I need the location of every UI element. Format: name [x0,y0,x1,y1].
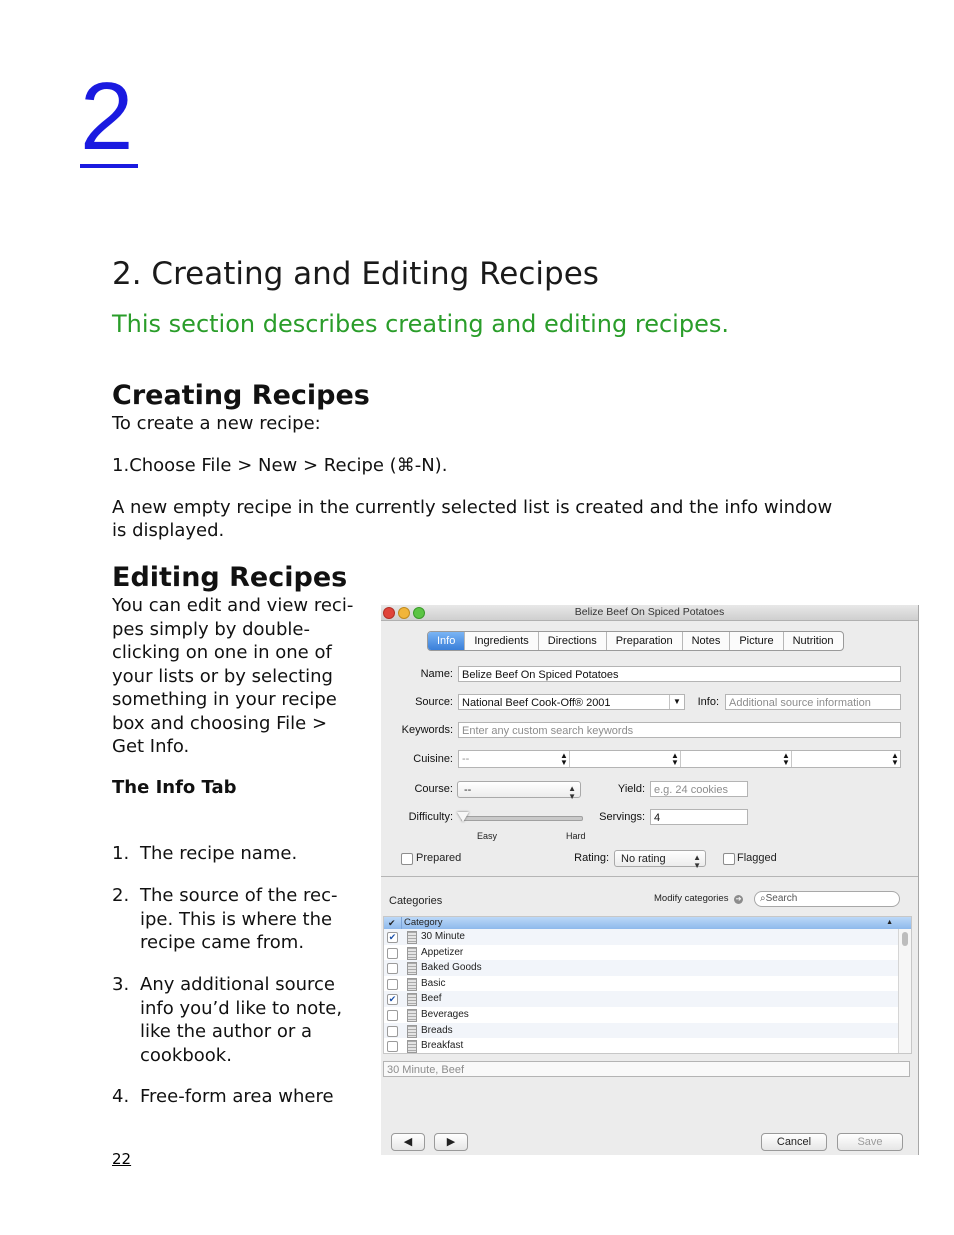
category-checkbox[interactable]: ✔ [388,994,397,1005]
creating-step-1 [112,454,447,478]
category-icon [407,993,417,1006]
forward-arrow-icon: ▶ [446,1136,456,1148]
para-line: clicking on one in one of [112,642,332,663]
list-item[interactable] [384,1023,911,1039]
modify-categories-button[interactable] [654,893,743,904]
prepared-label: Prepared [416,852,462,864]
category-name: Breads [421,1024,453,1036]
info-label: Info: [697,696,719,708]
category-checkbox[interactable] [387,948,398,959]
item-3-text [140,973,342,1067]
item-2-text [140,884,338,955]
stepper-arrows-icon: ▲ ▼ [568,784,576,801]
tab-notes[interactable]: Notes [682,632,730,650]
course-label: Course: [414,783,453,795]
stepper-arrows-icon: ▲ ▼ [693,853,701,870]
item-1-number: 1. [112,843,130,864]
category-checkbox[interactable] [387,1026,398,1037]
tab-bar [427,631,844,651]
chapter-number: 2 [80,62,138,168]
keywords-label: Keywords: [401,724,453,736]
modify-categories-label: Modify categories [654,893,729,904]
editing-heading: Editing Recipes [112,562,348,593]
source-label: Source: [415,696,453,708]
flagged-checkbox[interactable] [723,853,735,865]
list-item[interactable] [384,991,911,1007]
step-text: Choose File > New > Recipe (⌘-N). [129,455,448,476]
tab-info[interactable]: Info [428,632,464,650]
keywords-field[interactable]: Enter any custom search keywords [458,722,901,738]
item-line: The recipe name. [140,843,298,864]
category-rows [384,929,911,1054]
creating-result-line-1: A new empty recipe in the currently selected list is created and the info window [112,497,833,518]
category-column-header[interactable] [384,917,911,929]
difficulty-easy-label: Easy [477,831,498,841]
category-icon [407,1009,417,1022]
difficulty-slider-thumb[interactable] [457,812,469,822]
category-icon [407,931,417,944]
step-number: 1. [112,455,130,476]
rating-select[interactable] [614,850,706,870]
category-icon [407,947,417,960]
tab-picture[interactable]: Picture [729,632,782,650]
item-1-text [140,842,297,866]
stepper-arrows-icon[interactable]: ▲ ▼ [782,751,790,767]
list-item[interactable] [384,960,911,976]
category-header-label: Category [404,917,443,928]
servings-field[interactable]: 4 [650,809,748,825]
item-line: The source of the rec- [140,885,338,906]
category-icon [407,1025,417,1038]
save-button[interactable]: Save [837,1133,903,1151]
category-icon [407,1040,417,1053]
item-4-text [140,1085,334,1109]
source-value: National Beef Cook-Off® 2001 [462,697,611,709]
yield-field[interactable]: e.g. 24 cookies [650,781,748,797]
item-line: Any additional source [140,974,335,995]
list-item[interactable] [384,945,911,961]
info-tab-heading: The Info Tab [112,777,237,798]
list-item[interactable] [384,1038,911,1054]
item-3-number: 3. [112,974,130,995]
cuisine-value: -- [462,753,470,765]
category-name: 30 Minute [421,931,465,942]
creating-intro: To create a new recipe: [112,413,321,434]
category-checkbox[interactable] [387,979,398,990]
divider [569,751,570,767]
chapter-subtitle: This section describes creating and editing recipes. [112,310,729,338]
check-column-header: ✔ [388,918,396,928]
tab-preparation[interactable]: Preparation [606,632,682,650]
category-checkbox[interactable] [387,1041,398,1052]
previous-recipe-button[interactable] [391,1133,425,1151]
yield-label: Yield: [617,783,645,795]
search-placeholder: Search [765,893,798,904]
category-checkbox[interactable] [387,1010,398,1021]
para-line: Get Info. [112,736,190,757]
item-line: ipe. This is where the [140,908,333,930]
back-arrow-icon: ◀ [403,1136,413,1148]
course-select[interactable] [457,781,581,801]
recipe-info-window [381,605,919,1155]
item-4-number: 4. [112,1086,130,1107]
cuisine-label: Cuisine: [413,753,453,765]
tab-ingredients[interactable]: Ingredients [464,632,537,650]
category-name: Beef [421,993,442,1005]
window-title: Belize Beef On Spiced Potatoes [574,606,725,618]
stepper-arrows-icon[interactable]: ▲ ▼ [891,751,899,767]
category-search-input[interactable] [754,891,900,907]
category-name: Basic [421,977,446,989]
editing-paragraph [112,594,372,759]
search-icon: ⌕ [760,893,766,904]
category-icon [407,962,417,975]
rating-label: Rating: [574,852,609,864]
category-name: Baked Goods [421,962,482,974]
next-recipe-button[interactable] [434,1133,468,1151]
scrollbar-thumb[interactable] [902,932,908,946]
section-divider [381,876,918,877]
stepper-arrows-icon[interactable]: ▲ ▼ [560,751,568,767]
para-line: pes simply by double- [112,618,310,640]
divider [401,917,402,929]
name-label: Name: [420,668,453,680]
para-line: You can edit and view reci- [112,595,354,616]
dropdown-arrow-icon[interactable]: ▼ [669,695,684,709]
servings-label: Servings: [599,811,645,823]
difficulty-label: Difficulty: [408,811,453,823]
creating-heading: Creating Recipes [112,380,370,411]
tab-nutrition[interactable]: Nutrition [783,632,843,650]
category-name: Breakfast [421,1040,464,1052]
difficulty-slider-track[interactable] [461,816,583,821]
selected-categories-summary: 30 Minute, Beef [383,1061,910,1077]
flagged-label: Flagged [737,852,777,864]
item-line: info you’d like to note, [140,997,343,1019]
item-line: like the author or a [140,1021,313,1042]
item-line: recipe came from. [140,932,305,953]
category-icon [407,978,417,991]
course-value: -- [464,784,472,796]
arrow-right-icon: ➔ [735,896,742,903]
rating-value: No rating [621,853,666,865]
cuisine-selectors [458,750,901,768]
category-name: Beverages [421,1008,469,1020]
category-list[interactable] [383,916,912,1054]
list-item[interactable] [384,1007,911,1023]
window-titlebar[interactable] [381,605,918,621]
chapter-title: 2. Creating and Editing Recipes [112,256,599,292]
info-field[interactable]: Additional source information [725,694,901,710]
divider [680,751,681,767]
sort-ascending-icon: ▲ [886,919,893,926]
creating-result-line-2: is displayed. [112,520,225,541]
category-name: Appetizer [421,946,464,958]
para-line: something in your recipe [112,689,337,710]
para-line: box and choosing File > [112,712,328,734]
stepper-arrows-icon[interactable]: ▲ ▼ [671,751,679,767]
tab-directions[interactable]: Directions [538,632,606,650]
category-checkbox[interactable] [387,963,398,974]
divider [791,751,792,767]
category-checkbox[interactable]: ✔ [388,932,397,942]
list-scrollbar[interactable] [898,929,911,1053]
name-field[interactable]: Belize Beef On Spiced Potatoes [458,666,901,682]
para-line: your lists or by selecting [112,665,333,687]
prepared-checkbox[interactable] [401,853,413,865]
page-number: 22 [112,1150,132,1168]
item-2-number: 2. [112,885,130,906]
item-line: Free-form area where [140,1086,334,1107]
list-item[interactable] [384,929,911,945]
item-line: cookbook. [140,1044,232,1066]
categories-label: Categories [389,895,443,907]
list-item[interactable] [384,976,911,992]
difficulty-hard-label: Hard [566,831,586,841]
source-combobox[interactable] [458,694,685,710]
cancel-button[interactable]: Cancel [761,1133,827,1151]
